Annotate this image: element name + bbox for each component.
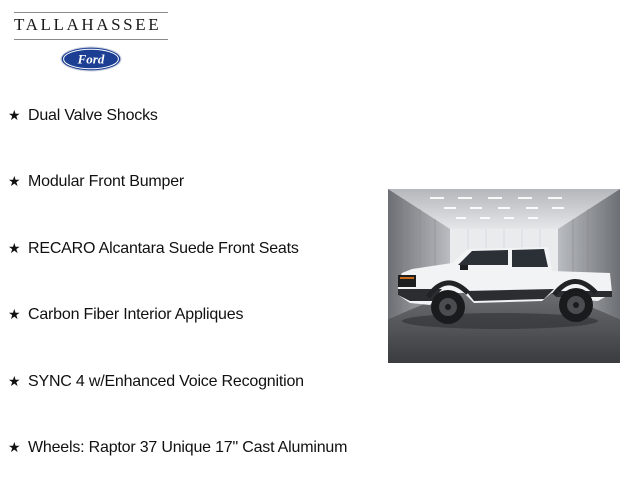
feature-item [8, 233, 347, 299]
star-icon: ★ [8, 306, 21, 323]
top-divider [14, 12, 168, 13]
feature-item [8, 432, 347, 498]
feature-text: Modular Front Bumper [28, 173, 185, 191]
feature-text: RECARO Alcantara Suede Front Seats [28, 239, 299, 257]
logo-text: Ford [77, 51, 105, 67]
ford-logo [60, 46, 122, 72]
dealer-name: TALLAHASSEE [14, 15, 162, 34]
feature-text: Wheels: Raptor 37 Unique 17" Cast Aluminum [28, 438, 348, 456]
truck-photo [388, 189, 620, 363]
feature-item [8, 366, 347, 432]
bottom-divider [14, 39, 168, 40]
feature-text: Dual Valve Shocks [28, 107, 158, 124]
feature-item [8, 100, 347, 166]
star-icon: ★ [8, 107, 21, 123]
star-icon: ★ [8, 173, 21, 190]
star-icon: ★ [8, 438, 21, 455]
feature-text: Carbon Fiber Interior Appliques [28, 306, 244, 324]
dealer-brand [14, 12, 168, 67]
feature-text: SYNC 4 w/Enhanced Voice Recognition [28, 372, 304, 390]
feature-item [8, 299, 347, 365]
star-icon: ★ [8, 239, 21, 256]
feature-item [8, 166, 347, 232]
star-icon: ★ [8, 372, 21, 389]
feature-list [8, 100, 347, 498]
